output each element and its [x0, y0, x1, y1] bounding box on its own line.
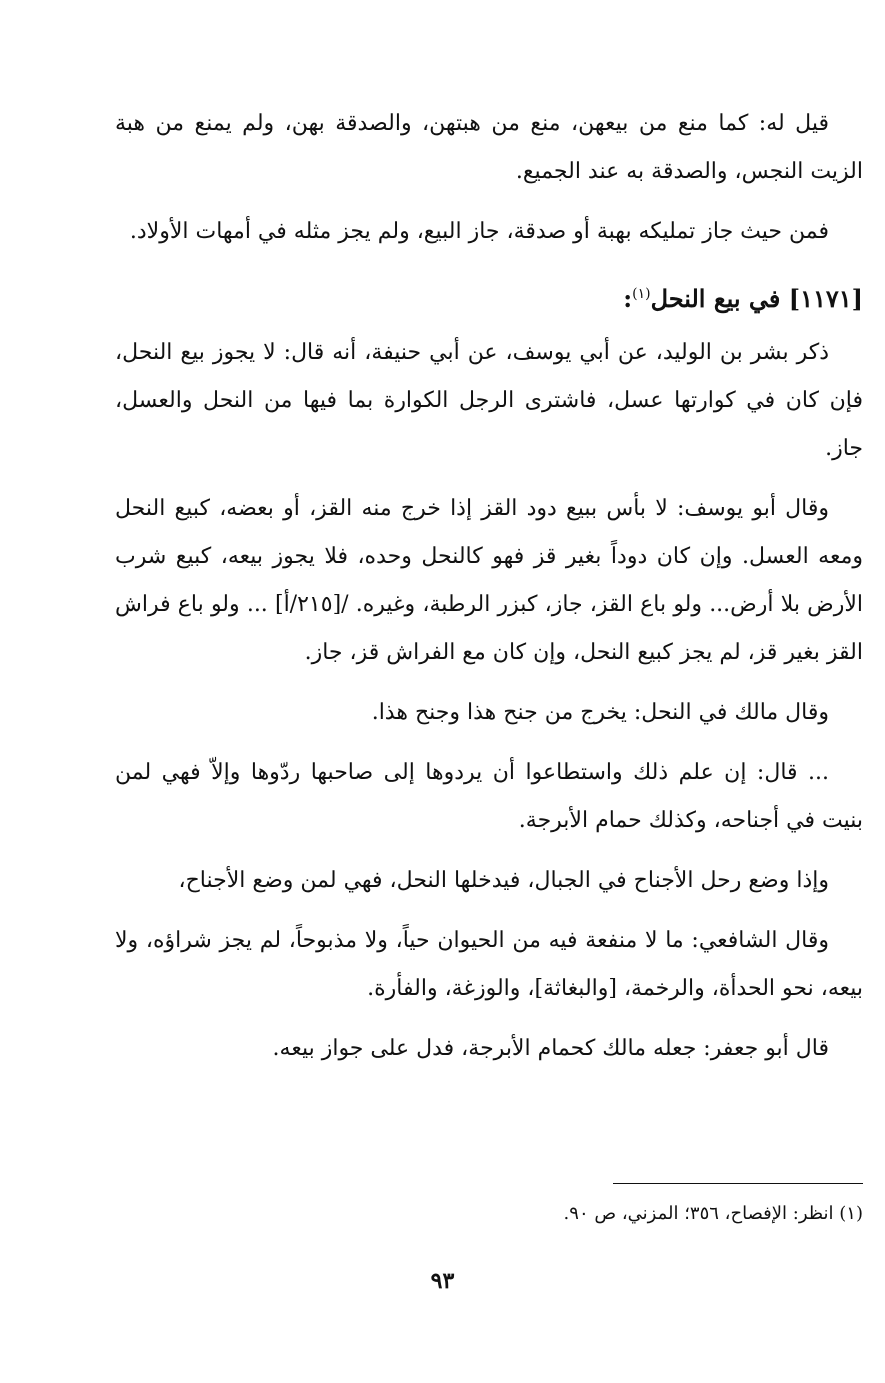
paragraph-2: فمن حيث جاز تمليكه بهبة أو صدقة، جاز البيع، ولم يجز مثله في أمهات الأولاد.	[129, 219, 829, 244]
paragraph-9: قال أبو جعفر: جعله مالك كحمام الأبرجة، فدل على جواز بيعه.	[272, 1036, 829, 1061]
heading-number: [١١٧١]	[788, 284, 863, 313]
main-text	[115, 100, 863, 1085]
footnote: (١) انظر: الإفصاح، ٣٥٦؛ المزني، ص ٩٠.	[563, 1203, 863, 1224]
paragraph-5: وقال مالك في النحل: يخرج من جنح هذا وجنح هذا.	[371, 700, 829, 725]
paragraph-8: وقال الشافعي: ما لا منفعة فيه من الحيوان حياً، ولا مذبوحاً، لم يجز شراؤه، ولا بيعه، نحو الحدأة، والرخمة، [والبغاثة]، والوزغة، والفأرة.	[115, 928, 863, 1001]
paragraph-1: قيل له: كما منع من بيعهن، منع من هبتهن، والصدقة بهن، ولم يمنع من هبة الزيت النجس، والصدقة به عند الجميع.	[115, 111, 863, 184]
footnote-marker: (١)	[632, 286, 651, 302]
section-heading	[115, 268, 863, 325]
heading-title: في بيع النحل	[650, 284, 781, 313]
heading-colon: :	[623, 284, 633, 313]
page-number: ٩٣	[430, 1268, 455, 1294]
paragraph-3: ذكر بشر بن الوليد، عن أبي يوسف، عن أبي حنيفة، أنه قال: لا يجوز بيع النحل، فإن كان في كوارتها عسل، فاشترى الرجل الكوارة بما فيها من النحل والعسل، جاز.	[115, 340, 863, 461]
paragraph-7: وإذا وضع رحل الأجناح في الجبال، فيدخلها النحل، فهي لمن وضع الأجناح،	[178, 868, 829, 893]
footnote-divider	[613, 1183, 863, 1184]
paragraph-6: ... قال: إن علم ذلك واستطاعوا أن يردوها إلى صاحبها ردّوها وإلاّ فهي لمن بنيت في أجناحه، وكذلك حمام الأبرجة.	[115, 760, 863, 833]
paragraph-4: وقال أبو يوسف: لا بأس ببيع دود القز إذا خرج منه القز، أو بعضه، كبيع النحل ومعه العسل. وإن كان دوداً بغير قز فهو كالنحل وحده، فلا يجوز بيعه، كبيع شرب الأرض بلا أرض... ولو باع القز، جاز، كبزر الرطبة، وغيره. /[٢١٥/أ] ... ولو باع فراش القز بغير قز، لم يجز كبيع النحل، وإن كان مع الفراش قز، جاز.	[115, 496, 864, 665]
